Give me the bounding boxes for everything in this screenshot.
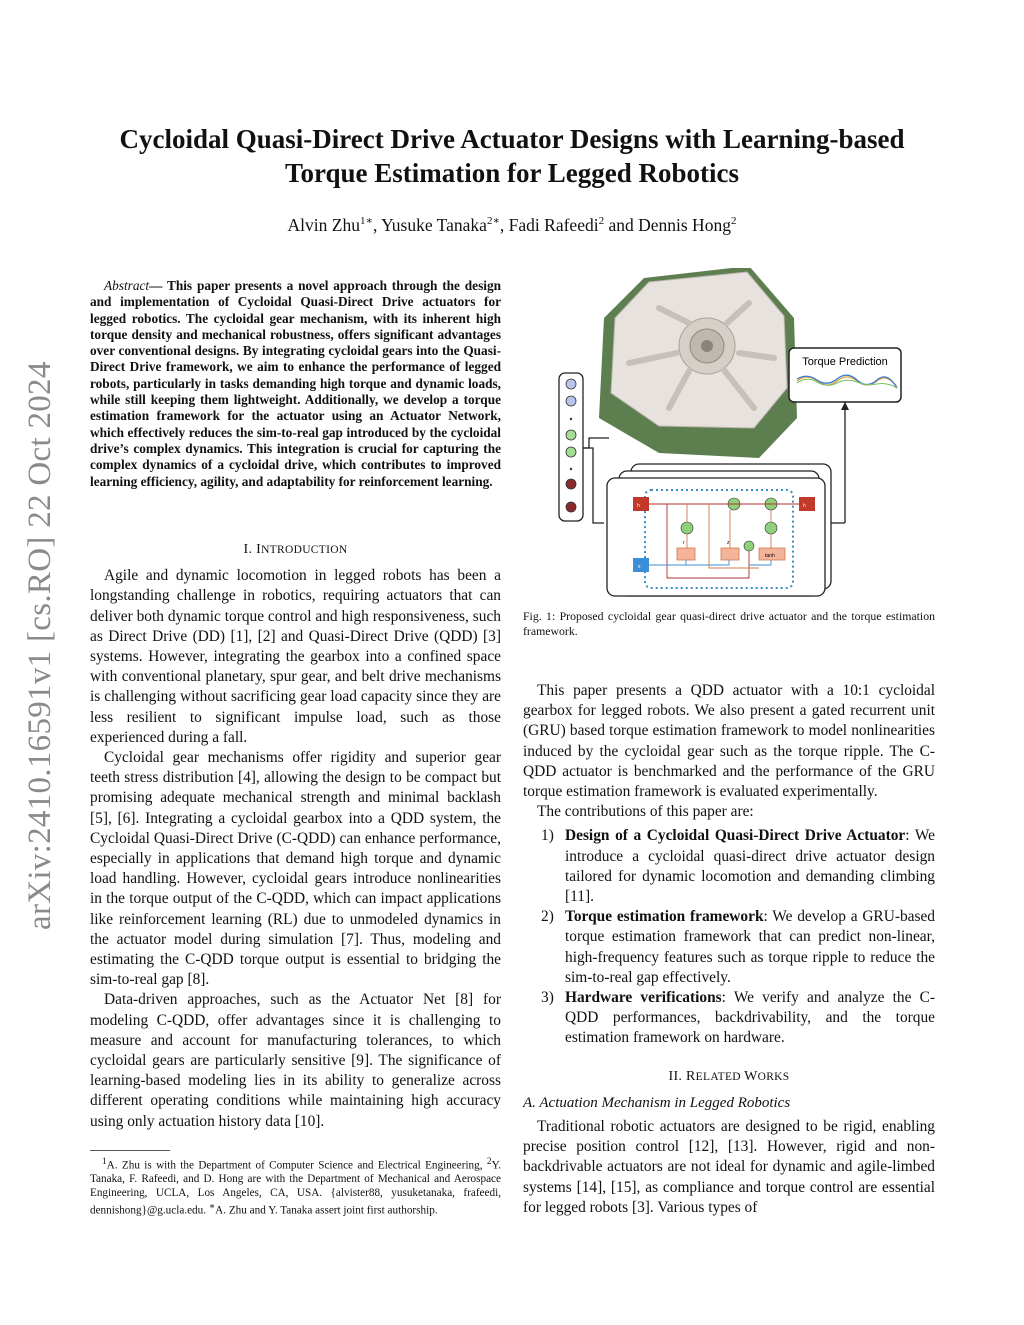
op-node [765, 522, 777, 534]
figure-caption: Fig. 1: Proposed cycloidal gear quasi-direct drive actuator and the torque estimation framework. [523, 609, 935, 638]
arrow-head [841, 402, 849, 410]
list-number: 2) [541, 908, 554, 926]
node-x [633, 558, 649, 572]
section-initial: R [686, 1068, 696, 1084]
abstract-label: Abstract [104, 278, 150, 293]
author-name: Yusuke Tanaka [381, 214, 487, 235]
ellipsis-dot [570, 418, 572, 420]
author-affiliation: 2∗ [486, 215, 500, 227]
torque-prediction-label: Torque Prediction [802, 356, 888, 368]
list-item [523, 988, 935, 1049]
abstract [90, 278, 501, 490]
related-works-paragraph: Traditional robotic actuators are designed to be rigid, enabling precise position control [12], [13]. However, rigid and non-backdrivable actuators are not ideal for dynamic and agile-limbed systems [14], [15], as compliance and torque control are essential for legged robots [3]. Various types of [523, 1118, 935, 1216]
footnote-text: A. Zhu is with the Department of Computer Science and Electrical Engineering, [106, 1159, 487, 1172]
contribution-text: : We verify and analyze the C-QDD performances, backdrivability, and the torque estimation framework on hardware. [565, 989, 935, 1047]
section-initial: I [256, 542, 262, 557]
ellipsis-dot [570, 468, 572, 470]
contribution-title: Hardware verifications [565, 989, 722, 1007]
node-h-out [799, 497, 815, 511]
footnote-rule [90, 1150, 170, 1151]
list-item [523, 826, 935, 907]
section-number: II. [668, 1068, 687, 1084]
introduction-section [90, 540, 501, 1132]
input-connector [583, 448, 593, 458]
author-name: Fadi Rafeedi [508, 214, 599, 235]
right-paragraph-2: The contributions of this paper are: [537, 803, 754, 821]
list-item [523, 907, 935, 988]
subsection-heading: A. Actuation Mechanism in Legged Robotics [523, 1094, 791, 1111]
footnote [90, 1156, 501, 1218]
figure-1 [549, 268, 919, 598]
intro-paragraph-2: Cycloidal gear mechanisms offer rigidity and superior gear teeth stress distribution [4], allowing the design to be compact but promising adequate mechanical strength and minimal backlash [5], [6]. Integrating a cycloidal gearbox into a QDD system, the Cycloidal Quasi-Direct Drive (C-QDD) can enhance performance, especially in applications that demand high torque and dynamic load handling. However, cycloidal gears introduce nonlinearities in the torque output of the C-QDD, which can impact applications like reinforcement learning (RL) due to unmodeled dynamics in the actuator model during simulation [7]. Thus, modeling and estimating the C-QDD torque output is essential to bridging the sim-to-real gap [8]. [90, 749, 501, 989]
input-node [566, 502, 576, 512]
title-line-2: Torque Estimation for Legged Robotics [284, 158, 740, 188]
section-title-rest: ORKS [757, 1070, 790, 1083]
list-number: 1) [541, 827, 554, 845]
node-x-label: x [638, 564, 641, 570]
footnote-mark: 1 [102, 1157, 107, 1167]
node-h-out-label: h [803, 503, 806, 509]
figure-diagram [549, 268, 919, 598]
author-affiliation: 2 [598, 215, 605, 227]
footnote-text: A. Zhu and Y. Tanaka assert joint first authorship. [215, 1204, 438, 1217]
op-node [681, 522, 693, 534]
node-h-prev [633, 497, 649, 511]
input-node [566, 447, 576, 457]
input-connector [593, 458, 604, 523]
section-heading-introduction [90, 540, 501, 560]
contribution-text: : We introduce a cycloidal quasi-direct drive actuator design tailored for dynamic locomotion and demanding climbing [11]. [565, 827, 935, 906]
paper-title [80, 122, 944, 190]
gate-z [721, 548, 739, 560]
contribution-title: Design of a Cycloidal Quasi-Direct Drive Actuator [565, 827, 906, 845]
author-separator: , [372, 214, 382, 235]
contribution-text: : We develop a GRU-based torque estimation framework that can predict non-linear, high-frequency features such as torque ripple to reduce the sim-to-real gap effectively. [565, 908, 935, 986]
title-line-1: Cycloidal Quasi-Direct Drive Actuator Designs with Learning-based [119, 124, 905, 154]
author-affiliation: 1∗ [359, 215, 373, 227]
arxiv-identifier: arXiv:2410.16591v1 [cs.RO] 22 Oct 2024 [22, 361, 58, 930]
gate-r [677, 548, 695, 560]
footnote-text: Y. Tanaka, F. Rafeedi, and D. Hong are with the Department of Mechanical and Aerospace Engineering, UCLA, Los Angeles, CA, USA. {alvister88, yusuketanaka, frafeedi, dennishong}@g.ucla.edu. [90, 1159, 501, 1217]
contribution-title: Torque estimation framework [565, 908, 764, 926]
input-node [566, 396, 576, 406]
author-list [80, 214, 944, 236]
list-number: 3) [541, 989, 554, 1007]
author-affiliation: 2 [730, 215, 737, 227]
section-initial: W [744, 1068, 758, 1084]
input-node [566, 430, 576, 440]
input-connector [583, 438, 609, 448]
author-separator: , [499, 214, 509, 235]
actuator-shaft [701, 340, 713, 352]
node-h-label: h [637, 503, 640, 509]
author-name: Dennis Hong [638, 214, 731, 235]
abstract-dash: — [149, 278, 167, 293]
section-heading-related-works [523, 1067, 935, 1087]
right-paragraph-1: This paper presents a QDD actuator with a 10:1 cycloidal gearbox for legged robots. We also present a gated recurrent unit (GRU) based torque estimation framework to model nonlinearities induced by the cycloidal gear such as the torque ripple. The C-QDD actuator is benchmarked and the performance of the GRU torque estimation framework is evaluated experimentally. [523, 682, 935, 801]
section-title-rest: NTRODUCTION [261, 544, 348, 556]
intro-paragraph-1: Agile and dynamic locomotion in legged robots has been a longstanding challenge in robotics, requiring actuators that can deliver both dynamic torque control and high responsiveness, such as Direct Drive (DD) [1], [2] and Quasi-Direct Drive (QDD) [3] systems. However, integrating the gearbox into a confined space with conventional planetary, spur gear, and belt drive mechanisms is challenging without sacrificing gear load capacity since they are less resilient to significant impulse load, such as those experienced during a fall. [90, 567, 501, 746]
footnote-mark: ∗ [208, 1201, 216, 1212]
gate-tanh-label: tanh [765, 553, 775, 559]
author-name: Alvin Zhu [287, 214, 360, 235]
author-separator: and [604, 214, 639, 235]
footnote-mark: 2 [486, 1157, 492, 1167]
gate-r-label: r [683, 540, 685, 546]
gate-z-label: z [727, 540, 730, 546]
intro-paragraph-3: Data-driven approaches, such as the Actuator Net [8] for modeling C-QDD, offer advantages since it is challenging to measure and account for manufacturing tolerances, to which cycloidal gears are particularly sensitive [9]. The significance of learning-based modeling lies in its ability to generalize across different operating conditions while maintaining high accuracy using only actuation history data [10]. [90, 991, 501, 1130]
abstract-text: This paper presents a novel approach through the design and implementation of Cycloidal Quasi-Direct Drive actuators for legged robotics. The cycloidal gear mechanism, with its inherent high torque density and mechanical robustness, offers significant advantages over conventional designs. By integrating cycloidal gears into the Quasi-Direct Drive framework, we aim to enhance the performance of legged robots, particularly in tasks demanding high torque and dynamic loads, while still keeping them lightweight. Additionally, we develop a torque estimation framework for the actuator using an Actuator Network, which effectively reduces the sim-to-real gap introduced by the cycloidal drive’s complex dynamics. This integration is crucial for capturing the complex dynamics of a cycloidal drive, which contributes to improved learning efficiency, agility, and adaptability for reinforcement learning. [90, 278, 501, 489]
input-node [566, 379, 576, 389]
section-title-rest: ELATED [695, 1070, 745, 1083]
op-node [744, 541, 754, 551]
right-column [523, 681, 935, 1218]
input-node [566, 479, 576, 489]
contributions-list [523, 826, 935, 1048]
section-number: I. [243, 542, 257, 557]
